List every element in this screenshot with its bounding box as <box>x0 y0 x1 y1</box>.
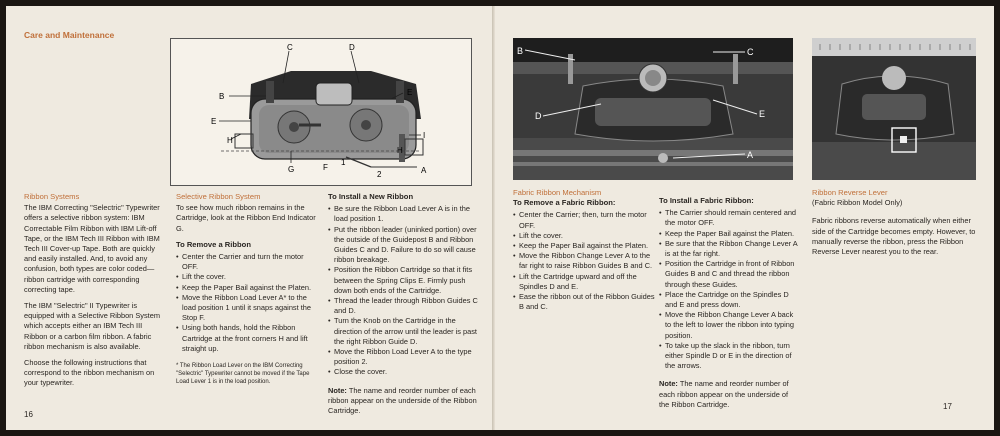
reverse-lever-image <box>812 38 976 180</box>
label-two: 2 <box>377 170 382 179</box>
list-item: • Center the Carrier and turn the motor OFF. <box>176 252 318 272</box>
list-item: • Move the Ribbon Load Lever A* to the load position 1 until it snaps against the Stop F. <box>176 293 318 324</box>
reverse-lever-subtitle: (Fabric Ribbon Model Only) <box>812 198 903 208</box>
list-item: • Ease the ribbon out of the Ribbon Guides B and C. <box>513 292 655 312</box>
ribbon-systems-title: Ribbon Systems <box>24 192 80 201</box>
cartridge-illustration <box>171 39 471 185</box>
remove-ribbon-steps <box>176 252 318 354</box>
install-ribbon-steps <box>328 204 478 377</box>
list-item: • Move the Ribbon Change Lever A back to the left to lower the ribbon into typing position. <box>659 310 799 341</box>
note-label: Note: <box>659 379 678 389</box>
page-number-right: 17 <box>943 402 952 411</box>
install-note <box>328 386 478 417</box>
label-i: I <box>423 131 426 140</box>
label-one: 1 <box>341 158 346 167</box>
list-item: • Place the Cartridge on the Spindles D and E and press down. <box>659 290 799 310</box>
fabric-ribbon-section <box>513 188 655 312</box>
list-item: • Center the Carrier; then, turn the motor OFF. <box>513 210 655 230</box>
photo-label-b: B <box>517 46 524 56</box>
remove-fabric-steps <box>513 210 655 312</box>
photo-label-d: D <box>535 111 542 121</box>
list-item: • Move the Ribbon Load Lever A to the type position 2. <box>328 347 478 367</box>
list-item: • Position the Cartridge in front of Ribbon Guides B and C and thread the ribbon through these Guides. <box>659 259 799 290</box>
label-e-left: E <box>211 117 217 126</box>
label-b: B <box>219 92 225 101</box>
footnote: * The Ribbon Load Lever on the IBM Correcting "Selectric" Typewriter cannot be moved if the Tape Load Lever 1 is in the load position. <box>176 363 310 386</box>
selective-ribbon-title: Selective Ribbon System <box>176 192 261 201</box>
list-item: • To take up the slack in the ribbon, turn either Spindle D or E in the direction of the arrows. <box>659 341 799 372</box>
list-item: • Close the cover. <box>328 367 478 377</box>
reverse-lever-title: Ribbon Reverse Lever <box>812 188 888 197</box>
list-item: • Lift the cover. <box>513 231 655 241</box>
list-item: • Keep the Paper Bail against the Platen. <box>513 241 655 251</box>
list-item: • Keep the Paper Bail against the Platen. <box>176 283 318 293</box>
photo-label-a: A <box>747 150 754 160</box>
label-c: C <box>287 43 293 52</box>
list-item: • Keep the Paper Bail against the Platen. <box>659 229 799 239</box>
ribbon-systems-paragraph-1: The IBM Correcting "Selectric" Typewriter offers a selective ribbon system: IBM Correctable Film Ribbon with IBM Lift-off Tape, or the IBM Tech III Ribbon with IBM Tech III Cover-up Tape. Both are quickly and easily installed. And, to avoid any confusion, both types are color coded—ribbon cartridge with corresponding correcting tape. <box>24 203 160 294</box>
list-item: • Be sure that the Ribbon Change Lever A is at the far right. <box>659 239 799 259</box>
list-item: • Put the ribbon leader (uninked portion) over the outside of the Guidepost B and Ribbon Guides C and D. Failure to do so will cause ribbon breakage. <box>328 225 478 266</box>
photo-label-e: E <box>759 109 766 119</box>
ribbon-systems-section <box>24 192 162 395</box>
install-ribbon-title: To Install a New Ribbon <box>328 192 414 201</box>
label-h-right: H <box>397 146 403 155</box>
label-d: D <box>349 43 355 52</box>
list-item: • Position the Ribbon Cartridge so that it fits between the Spring Clips E. Firmly push down both ends of the Cartridge. <box>328 265 478 296</box>
list-item: • Lift the Cartridge upward and off the Spindles D and E. <box>513 272 655 292</box>
remove-ribbon-title: To Remove a Ribbon <box>176 239 251 249</box>
ribbon-cartridge-diagram <box>170 38 472 186</box>
note-text: The name and reorder number of each ribbon appear on the underside of the Ribbon Cartridge. <box>328 385 477 416</box>
fabric-ribbon-image <box>513 38 793 180</box>
list-item: • Lift the cover. <box>176 272 318 282</box>
label-a: A <box>421 166 427 175</box>
list-item: • Turn the Knob on the Cartridge in the direction of the arrow until the leader is past the right Ribbon Guide D. <box>328 316 478 347</box>
selective-ribbon-section <box>176 192 318 386</box>
list-item: • Be sure the Ribbon Load Lever A is in the load position 1. <box>328 204 478 224</box>
page-number-left: 16 <box>24 410 33 419</box>
remove-fabric-title: To Remove a Fabric Ribbon: <box>513 198 616 208</box>
label-f: F <box>323 163 328 172</box>
label-g: G <box>288 165 295 174</box>
photo-label-c: C <box>747 47 754 57</box>
reverse-lever-photo <box>812 38 976 180</box>
note-label: Note: <box>328 385 347 395</box>
ribbon-systems-paragraph-2: The IBM "Selectric" II Typewriter is equipped with a Selective Ribbon System which accepts either an IBM Tech III Ribbon or a carbon film ribbon. A fabric ribbon mechanism is also available. <box>24 301 160 351</box>
selective-ribbon-intro: To see how much ribbon remains in the Cartridge, look at the Ribbon End Indicator G. <box>176 203 316 233</box>
list-item: • Move the Ribbon Change Lever A to the far right to raise Ribbon Guides B and C. <box>513 251 655 271</box>
install-ribbon-section <box>328 192 478 422</box>
note-text: The name and reorder number of each ribbon appear on the underside of the Ribbon Cartridge. <box>659 379 789 409</box>
install-fabric-title: To Install a Fabric Ribbon: <box>659 196 754 205</box>
list-item: • Using both hands, hold the Ribbon Cartridge at the front corners H and lift straight up. <box>176 323 318 354</box>
page-header: Care and Maintenance <box>24 30 115 40</box>
label-e-right: E <box>407 88 413 97</box>
left-page <box>6 6 495 430</box>
reverse-lever-text: Fabric ribbons reverse automatically when either side of the Cartridge becomes empty. However, to manually reverse the ribbon, press the Ribbon Reverse Lever nearest you to the rear. <box>812 216 976 257</box>
install-fabric-section <box>659 196 799 416</box>
fabric-note <box>659 379 799 410</box>
label-h-left: H <box>227 136 233 145</box>
fabric-ribbon-photo <box>513 38 793 180</box>
reverse-lever-section <box>812 188 976 263</box>
install-fabric-steps <box>659 208 799 371</box>
list-item: • Thread the leader through Ribbon Guides C and D. <box>328 296 478 316</box>
fabric-ribbon-title: Fabric Ribbon Mechanism <box>513 188 602 197</box>
right-page <box>495 6 994 430</box>
list-item: • The Carrier should remain centered and the motor OFF. <box>659 208 799 228</box>
ribbon-systems-paragraph-3: Choose the following instructions that correspond to the ribbon mechanism on your typewriter. <box>24 358 155 388</box>
